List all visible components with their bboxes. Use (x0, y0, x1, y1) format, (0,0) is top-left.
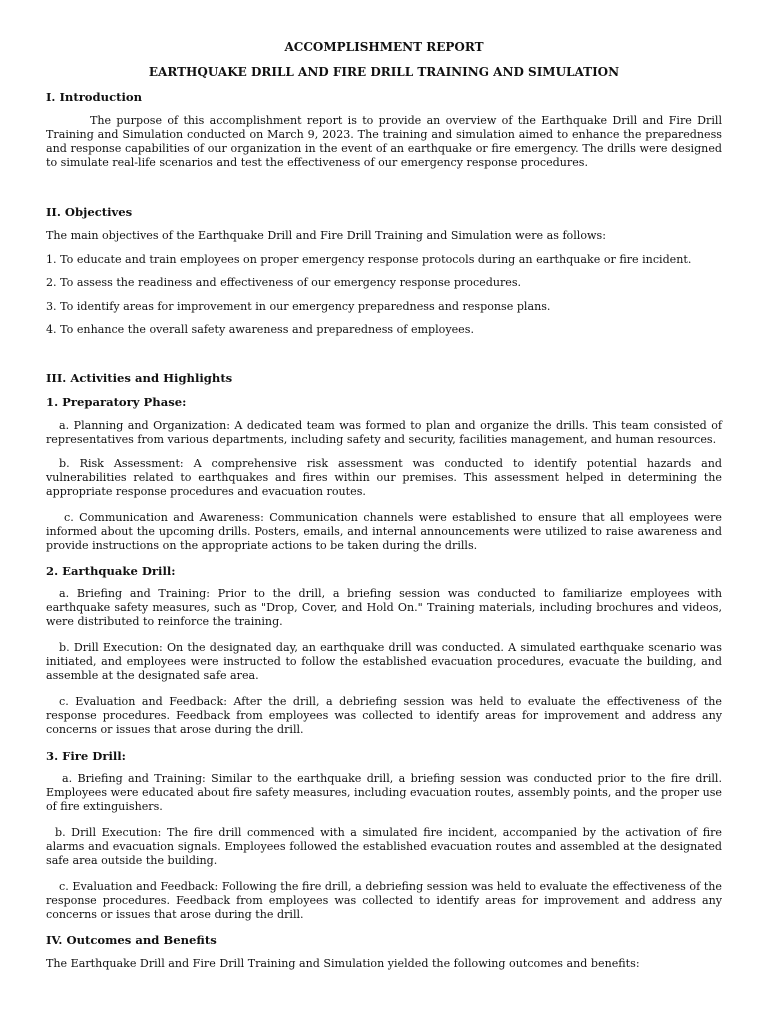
objective-item-2: 2. To assess the readiness and effectiveness of our emergency response procedures. (46, 276, 522, 289)
activities-heading: III. Activities and Highlights (46, 371, 233, 385)
objective-item-4: 4. To enhance the overall safety awareness and preparedness of employees. (46, 323, 474, 336)
fire-item-a: a. Briefing and Training: Similar to the earthquake drill, a briefing session was conducted prior to the fire drill. Employees were educated about fire safety measures, including evacuation routes, assembly points, and the proper use of fire extinguishers. (46, 772, 722, 813)
report-title: ACCOMPLISHMENT REPORT (284, 40, 484, 54)
preparatory-phase-heading: 1. Preparatory Phase: (46, 395, 187, 409)
objective-item-1: 1. To educate and train employees on proper emergency response protocols during an earthquake or fire incident. (46, 253, 692, 266)
preparatory-item-a: a. Planning and Organization: A dedicated team was formed to plan and organize the drills. This team consisted of representatives from various departments, including safety and security, facilities management, and human resources. (46, 419, 722, 446)
objective-item-3: 3. To identify areas for improvement in our emergency preparedness and response plans. (46, 300, 551, 313)
introduction-paragraph: The purpose of this accomplishment report is to provide an overview of the Earthquake Drill and Fire Drill Training and Simulation conducted on March 9, 2023. The training and simulation aimed to enhance the preparedness and response capabilities of our organization in the event of an earthquake or fire emergency. The drills were designed to simulate real-life scenarios and test the effectiveness of our emergency response procedures. (46, 114, 722, 169)
earthquake-item-c: c. Evaluation and Feedback: After the drill, a debriefing session was held to evaluate the effectiveness of the response procedures. Feedback from employees was collected to identify areas for improvement and address any concerns or issues that arose during the drill. (46, 695, 722, 736)
report-subtitle: EARTHQUAKE DRILL AND FIRE DRILL TRAINING AND SIMULATION (148, 65, 620, 79)
earthquake-item-a: a. Briefing and Training: Prior to the drill, a briefing session was conducted to familiarize employees with earthquake safety measures, such as "Drop, Cover, and Hold On." Training materials, including brochures and videos, were distributed to reinforce the training. (46, 587, 722, 628)
introduction-heading: I. Introduction (46, 90, 143, 104)
preparatory-item-c: c. Communication and Awareness: Communication channels were established to ensure that all employees were informed about the upcoming drills. Posters, emails, and internal announcements were utilized to raise awareness and provide instructions on the appropriate actions to be taken during the drills. (46, 511, 722, 552)
earthquake-drill-heading: 2. Earthquake Drill: (46, 564, 176, 578)
objectives-heading: II. Objectives (46, 205, 133, 219)
fire-item-c: c. Evaluation and Feedback: Following the fire drill, a debriefing session was held to evaluate the effectiveness of the response procedures. Feedback from employees was collected to identify areas for improvement and address any concerns or issues that arose during the drill. (46, 880, 722, 921)
outcomes-heading: IV. Outcomes and Benefits (46, 933, 217, 947)
earthquake-item-b: b. Drill Execution: On the designated day, an earthquake drill was conducted. A simulated earthquake scenario was initiated, and employees were instructed to follow the established evacuation procedures, evacuate the building, and assemble at the designated safe area. (46, 641, 722, 682)
fire-item-b: b. Drill Execution: The fire drill commenced with a simulated fire incident, accompanied by the activation of fire alarms and evacuation signals. Employees followed the established evacuation routes and assembled at the designated safe area outside the building. (46, 826, 722, 867)
objectives-intro: The main objectives of the Earthquake Drill and Fire Drill Training and Simulation were as follows: (46, 229, 606, 242)
preparatory-item-b: b. Risk Assessment: A comprehensive risk assessment was conducted to identify potential hazards and vulnerabilities related to earthquakes and fires within our premises. This assessment helped in determining the appropriate response procedures and evacuation routes. (46, 457, 722, 498)
outcomes-intro: The Earthquake Drill and Fire Drill Training and Simulation yielded the following outcomes and benefits: (46, 957, 640, 970)
fire-drill-heading: 3. Fire Drill: (46, 749, 126, 763)
